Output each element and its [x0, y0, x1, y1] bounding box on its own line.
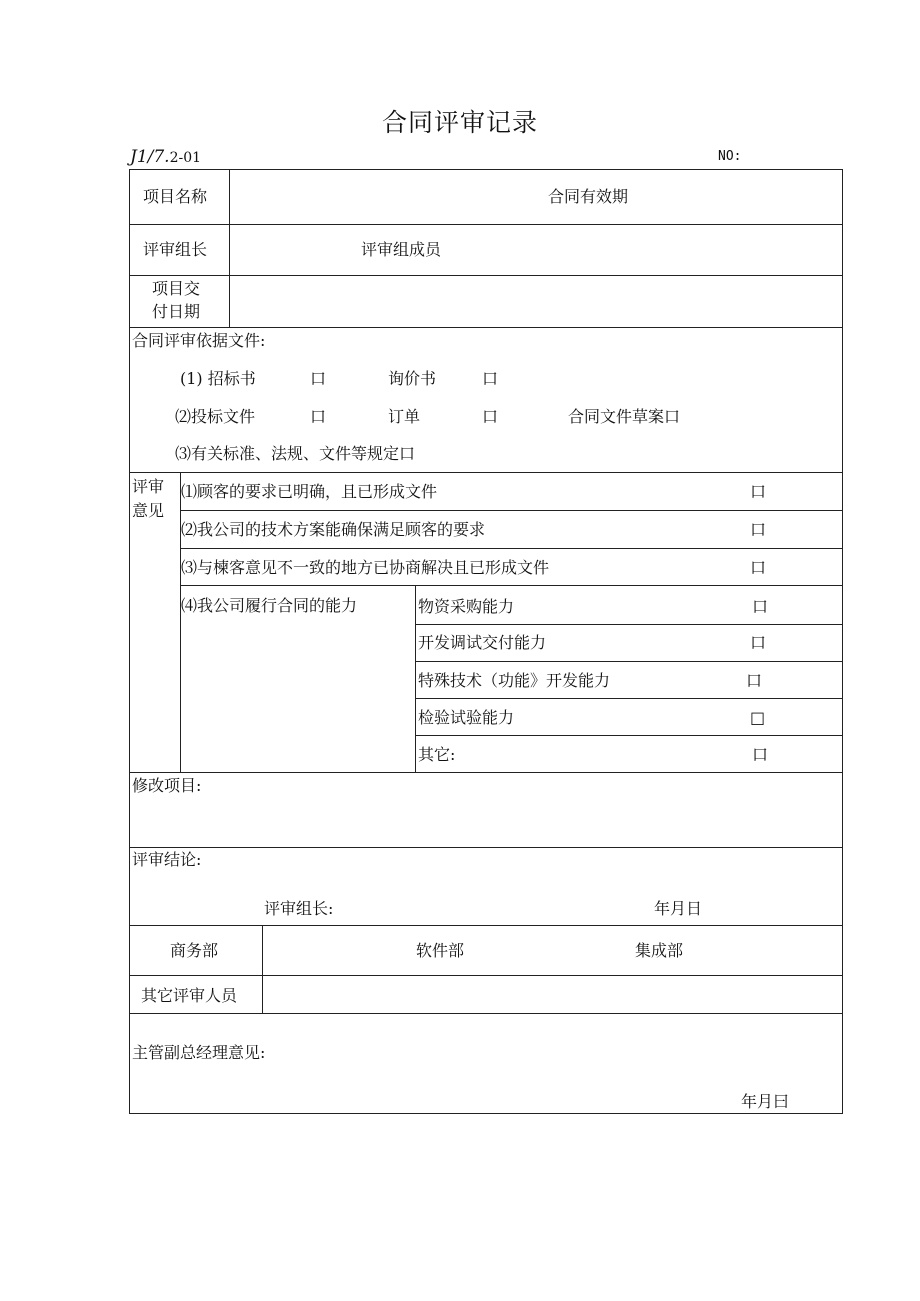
bid-checkbox[interactable]: 口	[310, 407, 327, 426]
opinion-item-1: ⑴顾客的要求已明确，且已形成文件	[181, 482, 438, 501]
conclusion-date-label: 年月日	[654, 899, 703, 918]
manager-opinion-label: 主管副总经理意见:	[132, 1043, 266, 1062]
capability-other: 其它:	[418, 745, 456, 764]
review-members-label: 评审组成员	[361, 240, 442, 259]
conclusion-label: 评审结论:	[132, 850, 202, 869]
opinion-item-3: ⑶与楝客意见不一致的地方已协商解决且已形成文件	[181, 558, 550, 577]
basis-item-inquiry: 询价书	[388, 369, 437, 388]
basis-heading: 合同评审依据文件:	[132, 331, 266, 350]
opinion-3-checkbox[interactable]: 口	[750, 558, 767, 577]
rule	[415, 661, 843, 662]
procurement-checkbox[interactable]: 口	[752, 597, 769, 616]
capability-inspection: 检验试验能力	[418, 708, 515, 727]
special-tech-checkbox[interactable]: 口	[746, 671, 763, 690]
capability-special-tech: 特殊技术（功能》开发能力	[418, 671, 611, 690]
rule	[262, 925, 263, 1013]
form-code	[130, 147, 201, 167]
opinions-label-line2: 意见	[132, 501, 165, 520]
project-name-label: 项目名称	[143, 187, 208, 206]
dept-software: 软件部	[416, 941, 465, 960]
rule	[130, 1013, 843, 1014]
opinions-label-line1: 评审	[132, 477, 165, 496]
basis-item-bid: ⑵投标文件	[175, 407, 256, 426]
inspection-checkbox[interactable]: □	[750, 708, 766, 727]
capability-procurement: 物资采购能力	[418, 597, 515, 616]
review-form	[129, 169, 843, 1114]
form-code-suffix: 2-01	[169, 150, 202, 166]
basis-item-standards[interactable]: ⑶有关标准、法规、文件等规定口	[175, 444, 416, 463]
opinion-2-checkbox[interactable]: 口	[750, 520, 767, 539]
rule	[415, 698, 843, 699]
rule	[130, 224, 843, 225]
other-capability-checkbox[interactable]: 口	[752, 745, 769, 764]
review-leader-label: 评审组长	[143, 240, 208, 259]
form-code-prefix: J1/7.	[130, 147, 170, 167]
opinion-item-2: ⑵我公司的技术方案能确保满足顾客的要求	[181, 520, 486, 539]
manager-date-label: 年月曰	[741, 1092, 790, 1111]
other-reviewers-label: 其它评审人员	[141, 986, 238, 1005]
dept-integration: 集成部	[635, 941, 684, 960]
rule	[415, 585, 416, 772]
rule	[130, 327, 843, 328]
rule	[180, 585, 843, 586]
modification-label: 修改项目:	[132, 776, 202, 795]
rule	[130, 472, 843, 473]
rule	[130, 847, 843, 848]
delivery-date-label-line2: 付日期	[152, 302, 201, 321]
rule	[180, 548, 843, 549]
order-checkbox[interactable]: 口	[482, 407, 499, 426]
rule	[415, 624, 843, 625]
document-title: 合同评审记录	[381, 108, 538, 137]
dept-business: 商务部	[170, 941, 219, 960]
rule	[229, 170, 230, 327]
rule	[415, 735, 843, 736]
opinion-1-checkbox[interactable]: 口	[750, 482, 767, 501]
capability-label: ⑷我公司履行合同的能力	[181, 596, 358, 615]
rule	[130, 925, 843, 926]
rule	[180, 510, 843, 511]
dev-delivery-checkbox[interactable]: 口	[750, 633, 767, 652]
basis-item-tender: (1) 招标书	[180, 369, 256, 388]
basis-item-draft-contract[interactable]: 合同文件草案口	[568, 407, 681, 426]
rule	[130, 275, 843, 276]
tender-checkbox[interactable]: 口	[310, 369, 327, 388]
capability-dev-delivery: 开发调试交付能力	[418, 633, 547, 652]
rule	[130, 975, 843, 976]
form-number-label: NO:	[718, 149, 742, 164]
delivery-date-label-line1: 项目交	[152, 279, 201, 298]
contract-validity-label: 合同有效期	[548, 187, 629, 206]
basis-item-order: 订单	[388, 407, 421, 426]
inquiry-checkbox[interactable]: 口	[482, 369, 499, 388]
rule	[180, 472, 181, 772]
rule	[130, 772, 843, 773]
conclusion-leader-label: 评审组长:	[264, 899, 334, 918]
